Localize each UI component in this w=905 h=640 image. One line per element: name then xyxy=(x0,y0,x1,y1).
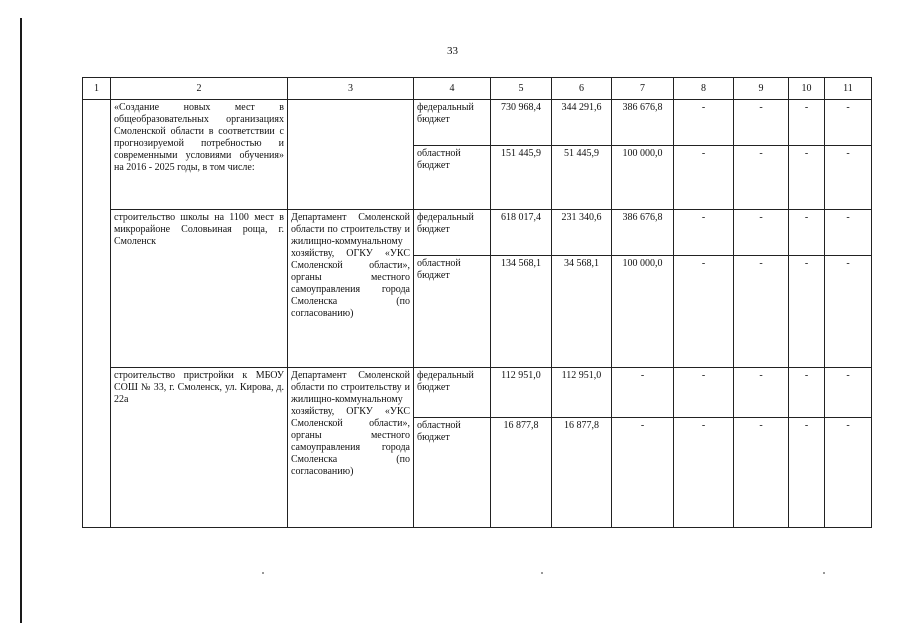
page-edge-rule xyxy=(20,18,22,623)
column-header: 7 xyxy=(612,78,674,100)
value-cell: - xyxy=(734,210,789,256)
value-cell: - xyxy=(825,256,872,368)
value-cell: - xyxy=(825,368,872,418)
column-header: 2 xyxy=(111,78,288,100)
program-name-cell: «Создание новых мест в общеобразовательных организациях Смоленской области в соответствии с прогнозируемой потребностью и современными условиями обучения» на 2016 - 2025 годы, в том числе: xyxy=(111,100,288,210)
funding-source-cell: областной бюджет xyxy=(414,256,491,368)
value-cell: - xyxy=(789,210,825,256)
column-header: 9 xyxy=(734,78,789,100)
value-cell: - xyxy=(789,100,825,146)
column-header: 4 xyxy=(414,78,491,100)
value-cell: - xyxy=(825,100,872,146)
table-header-row xyxy=(83,78,872,100)
funding-source-cell: областной бюджет xyxy=(414,418,491,528)
value-cell: - xyxy=(789,368,825,418)
value-cell: - xyxy=(674,146,734,210)
object-name-cell: строительство школы на 1100 мест в микрорайоне Соловьиная роща, г. Смоленск xyxy=(111,210,288,368)
column-header: 5 xyxy=(491,78,552,100)
object-name-cell: строительство пристройки к МБОУ СОШ № 33, г. Смоленск, ул. Кирова, д. 22а xyxy=(111,368,288,528)
table-row xyxy=(83,368,872,418)
table-row xyxy=(83,100,872,146)
value-cell: - xyxy=(734,418,789,528)
page-number: 33 xyxy=(447,45,458,57)
value-cell: - xyxy=(674,210,734,256)
value-cell: - xyxy=(789,418,825,528)
column-header: 11 xyxy=(825,78,872,100)
value-cell: 618 017,4 xyxy=(491,210,552,256)
value-cell: 386 676,8 xyxy=(612,100,674,146)
value-cell: - xyxy=(825,418,872,528)
executor-cell: Департамент Смоленской области по строительству и жилищно-коммунальному хозяйству, ОГКУ «УКС Смоленской области», органы местного самоуправления города Смоленска (по согласованию) xyxy=(288,368,414,528)
value-cell: 34 568,1 xyxy=(552,256,612,368)
column-header: 8 xyxy=(674,78,734,100)
value-cell: 112 951,0 xyxy=(552,368,612,418)
value-cell: - xyxy=(734,146,789,210)
value-cell: - xyxy=(674,100,734,146)
funding-source-cell: федеральный бюджет xyxy=(414,210,491,256)
budget-table xyxy=(82,77,872,528)
funding-source-cell: федеральный бюджет xyxy=(414,100,491,146)
value-cell: - xyxy=(612,418,674,528)
funding-source-cell: областной бюджет xyxy=(414,146,491,210)
value-cell: - xyxy=(612,368,674,418)
value-cell: - xyxy=(674,418,734,528)
column-header: 3 xyxy=(288,78,414,100)
value-cell: - xyxy=(734,256,789,368)
value-cell: - xyxy=(734,368,789,418)
value-cell: 100 000,0 xyxy=(612,146,674,210)
scan-speck xyxy=(262,572,264,574)
index-cell xyxy=(83,100,111,528)
executor-cell: Департамент Смоленской области по строительству и жилищно-коммунальному хозяйству, ОГКУ «УКС Смоленской области», органы местного самоуправления города Смоленска (по согласованию) xyxy=(288,210,414,368)
scan-speck xyxy=(541,572,543,574)
value-cell: 112 951,0 xyxy=(491,368,552,418)
value-cell: - xyxy=(825,210,872,256)
value-cell: 231 340,6 xyxy=(552,210,612,256)
value-cell: 16 877,8 xyxy=(491,418,552,528)
funding-source-cell: федеральный бюджет xyxy=(414,368,491,418)
value-cell: - xyxy=(789,146,825,210)
value-cell: - xyxy=(674,368,734,418)
value-cell: 386 676,8 xyxy=(612,210,674,256)
value-cell: 344 291,6 xyxy=(552,100,612,146)
table-row xyxy=(83,210,872,256)
value-cell: - xyxy=(825,146,872,210)
value-cell: 151 445,9 xyxy=(491,146,552,210)
value-cell: - xyxy=(734,100,789,146)
value-cell: 730 968,4 xyxy=(491,100,552,146)
value-cell: 51 445,9 xyxy=(552,146,612,210)
value-cell: - xyxy=(674,256,734,368)
column-header: 10 xyxy=(789,78,825,100)
value-cell: 134 568,1 xyxy=(491,256,552,368)
executor-cell xyxy=(288,100,414,210)
column-header: 1 xyxy=(83,78,111,100)
value-cell: 16 877,8 xyxy=(552,418,612,528)
column-header: 6 xyxy=(552,78,612,100)
value-cell: 100 000,0 xyxy=(612,256,674,368)
value-cell: - xyxy=(789,256,825,368)
scan-speck xyxy=(823,572,825,574)
